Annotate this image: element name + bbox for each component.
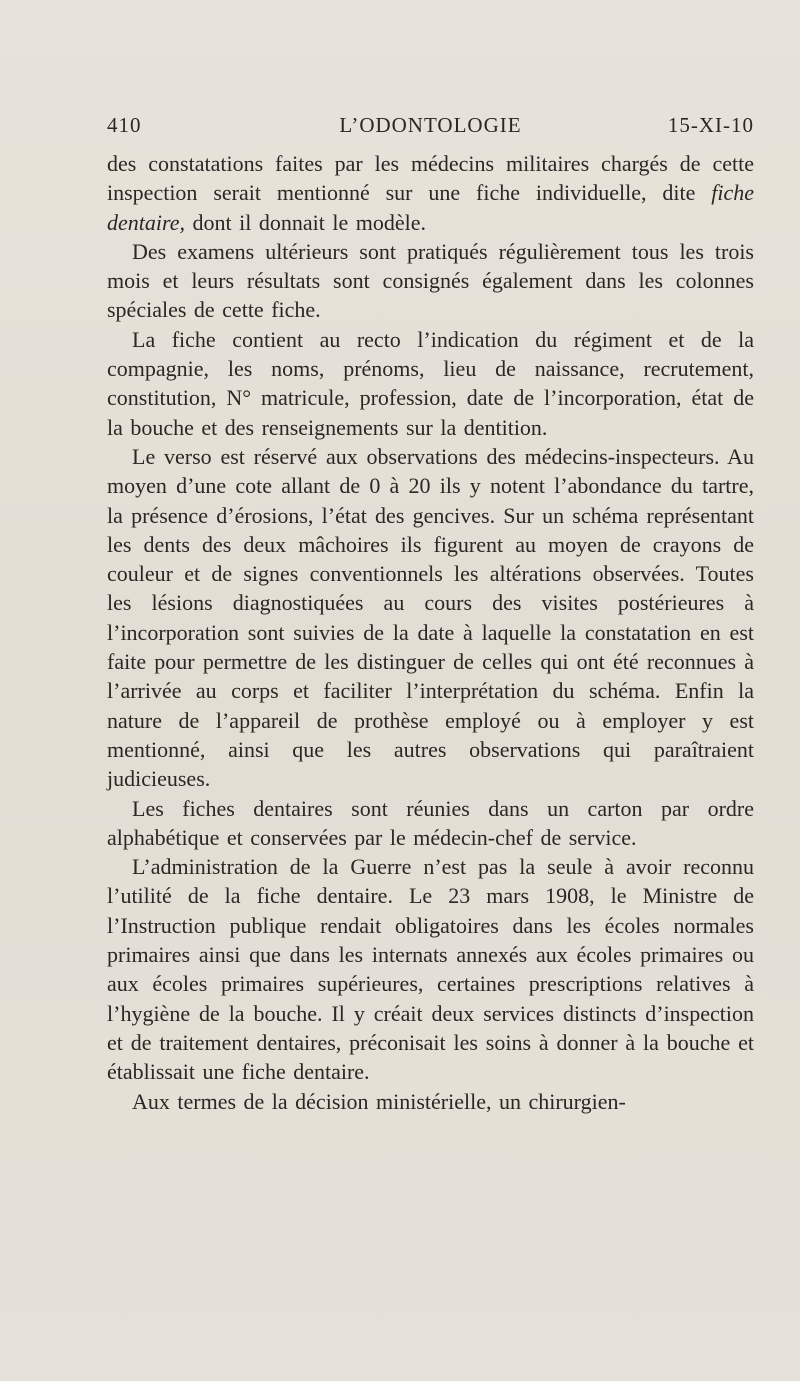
paragraph-4: Le verso est réservé aux observations des médecins-inspecteurs. Au moyen d’une cote allant de 0 à 20 ils y notent l’abondance du tartre, la présence d’érosions, l’état des gencives. Sur un schéma représentant les dents des deux mâchoires ils figurent au moyen de crayons de couleur et de signes conventionnels les altérations observées. Toutes les lésions diagnostiquées au cours des visites postérieures à l’incorporation sont suivies de la date à laquelle la constatation en est faite pour permettre de les distinguer de celles qui ont été reconnues à l’arrivée au corps et faciliter l’interprétation du schéma. Enfin la nature de l’appareil de prothèse employé ou à employer y est mentionné, ainsi que les autres observations qui paraîtraient judicieuses. [107,443,754,792]
paragraph-1-end: dont il donnait le modèle. [185,209,426,235]
paragraph-7: Aux termes de la décision ministérielle, un chirurgien- [132,1088,626,1114]
issue-date: 15-XI-10 [667,113,754,137]
paragraph-3: La fiche contient au recto l’indication du régiment et de la compagnie, les noms, prénoms, lieu de naissance, recrutement, constitution, N° matricule, profession, date de l’incorporation, état de la bouche et des renseignements sur la dentition. [107,326,754,440]
page-number: 410 [107,113,142,137]
fiche-dentaire-term: fiche dentaire, [107,180,754,235]
paragraph-6: L’administration de la Guerre n’est pas la seule à avoir reconnu l’utilité de la fiche dentaire. Le 23 mars 1908, le Ministre de l’Instruction publique rendait obligatoires dans les écoles normales primaires ainsi que dans les internats annexés aux écoles primaires ou aux écoles primaires supérieures, certaines prescriptions relatives à l’hygiène de la bouche. Il y créait deux services distincts d’inspection et de traitement dentaires, préconisait les soins à donner à la bouche et établissait une fiche dentaire. [107,854,754,1085]
paragraph-2: Des examens ultérieurs sont pratiqués régulièrement tous les trois mois et leurs résultats sont consignés également dans les colonnes spéciales de cette fiche. [107,238,754,323]
journal-title: L’ODONTOLOGIE [339,113,522,137]
paragraph-5: Les fiches dentaires sont réunies dans un carton par ordre alphabétique et conservées par le médecin-chef de service. [107,795,754,850]
body-text [107,149,754,1116]
running-header [107,113,754,141]
paragraph-1-text: des constatations faites par les médecins militaires chargés de cette inspection serait mentionné sur une fiche individuelle, dite [107,151,754,206]
paragraph-1 [107,149,754,237]
